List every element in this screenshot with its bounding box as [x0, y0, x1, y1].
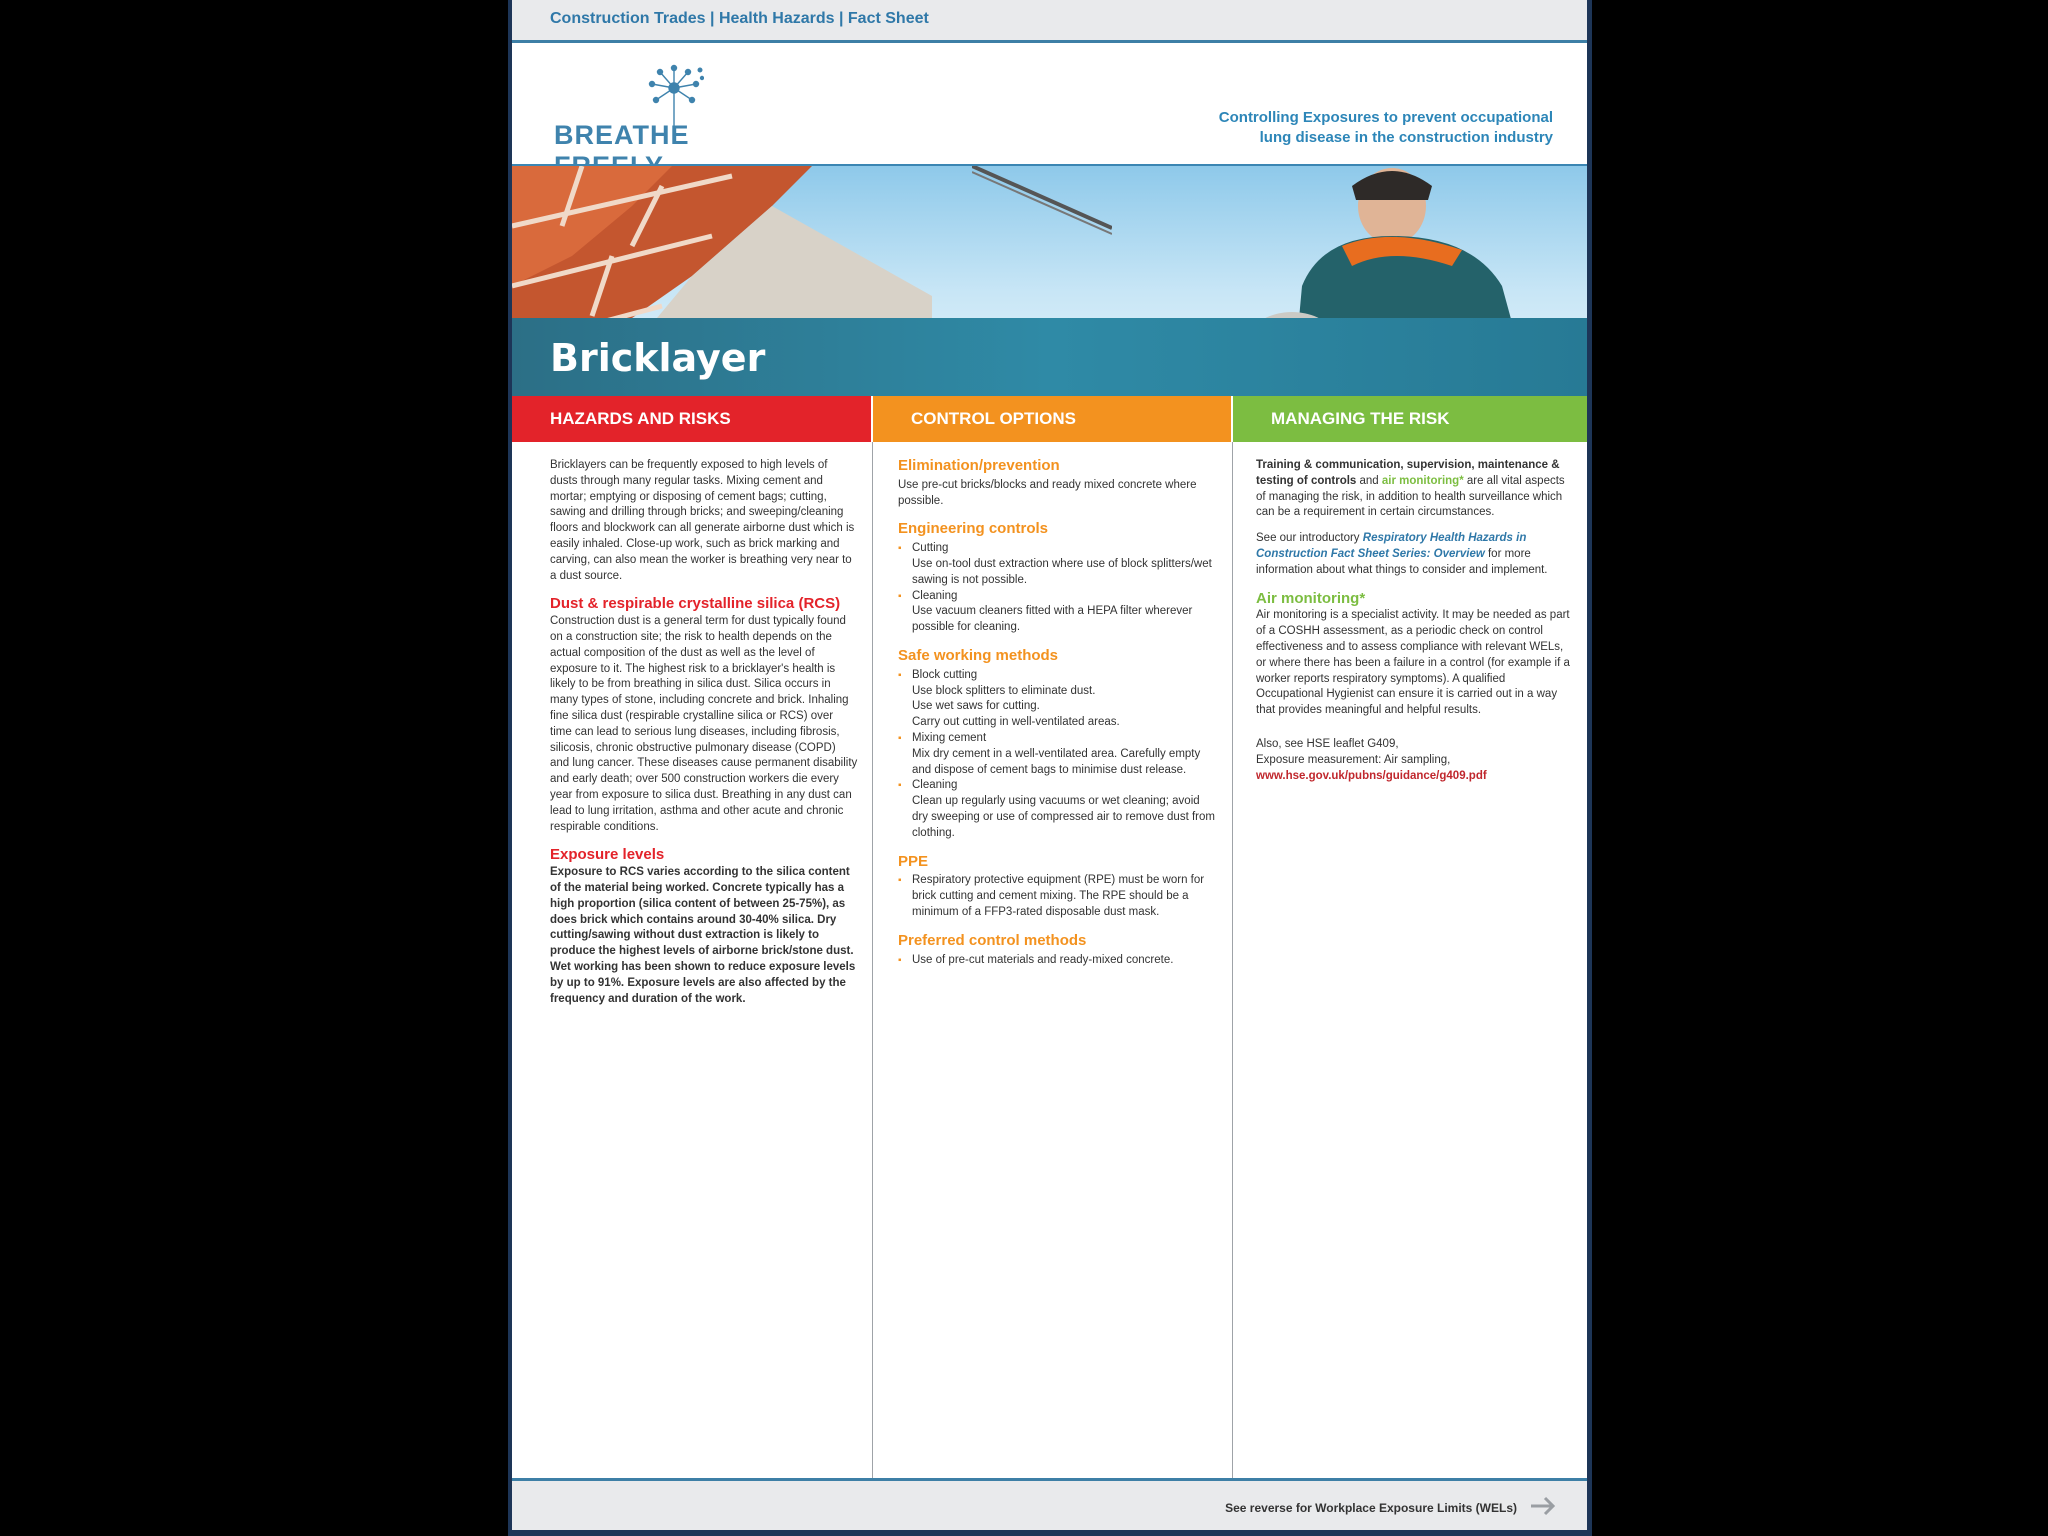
elimination-heading: Elimination/prevention [898, 457, 1060, 474]
hazards-intro: Bricklayers can be frequently exposed to high levels of dusts through many regular tasks. Mixing cement and mortar; emptying or disposing of cement bags; cutting, sawing and drilling through bricks; and sweeping/cleaning floors and blockwork can all generate airborne dust which is easily inhaled. Close-up work, such as brick marking and carving, can also mean the worker is breathing very near to a dust source. [550, 459, 855, 582]
list-item-text: Use wet saws for cutting. [912, 700, 1040, 713]
list-item-text: Use block splitters to eliminate dust. [912, 684, 1096, 697]
air-monitoring-text: Air monitoring is a specialist activity. It may be needed as part of a COSHH assessment, as a periodic check on control effectiveness and to assess compliance with relevant WELs, or where there has been a failure in a control (for example if a worker reports respiratory symptoms). A qualified Occupational Hygienist can ensure it is carried out in a way that provides meaningful and helpful results. [1256, 609, 1570, 717]
list-item-text: Use on-tool dust extraction where use of block splitters/wet sawing is not possible. [912, 557, 1212, 586]
hse-url-link[interactable]: www.hse.gov.uk/pubns/guidance/g409.pdf [1256, 769, 1487, 782]
breathe-freely-logo [542, 60, 772, 160]
logo-wordmark: BREATHE [554, 120, 690, 150]
list-item-text: Carry out cutting in well-ventilated areas. [912, 716, 1120, 729]
exposure-heading: Exposure levels [550, 846, 665, 864]
managing-header: MANAGING THE RISK [1233, 396, 1587, 442]
list-item: ▪ Block cutting [898, 668, 1216, 684]
breadcrumb: Construction Trades | Health Hazards | Fact Sheet [550, 10, 929, 27]
crane-illustration [972, 166, 1112, 236]
safe-working-heading: Safe working methods [898, 646, 1059, 664]
exposure-text: Exposure to RCS varies according to the silica content of the material being worked. Concrete typically has a high proportion (silica content of between 25-75%), as does brick which contains around 30-40% silica. Dry cutting/sawing without dust extraction is likely to produce the highest levels of airborne brick/stone dust. Wet working has been shown to reduce exposure levels by up to 91%. Exposure levels are also affected by the frequency and duration of the work. [550, 866, 856, 1005]
list-item: ▪ Cleaning [898, 778, 1216, 794]
footer-bar [512, 1478, 1587, 1530]
column-divider [872, 442, 873, 1478]
page-title: Bricklayer [550, 336, 766, 380]
ppe-heading: PPE [898, 852, 929, 870]
list-item: ▪ Use of pre-cut materials and ready-mixed concrete. [898, 953, 1216, 969]
list-item: ▪ Cleaning [898, 589, 1216, 605]
leaflet-reference: Also, see HSE leaflet G409, [1256, 737, 1399, 750]
managing-column [1256, 458, 1570, 784]
hero-banner [512, 164, 1587, 396]
control-column [898, 458, 1216, 968]
elimination-text: Use pre-cut bricks/blocks and ready mixed concrete where possible. [898, 478, 1197, 507]
footer-note: See reverse for Workplace Exposure Limits (WELs) [1225, 1501, 1517, 1515]
list-item: ▪ Cutting [898, 541, 1216, 557]
tagline: Controlling Exposures to prevent occupational lung disease in the construction industry [1218, 109, 1553, 146]
list-item-text: Clean up regularly using vacuums or wet cleaning; avoid dry sweeping or use of compressed air to remove dust from clothing. [912, 795, 1215, 839]
list-item-text: Use vacuum cleaners fitted with a HEPA filter wherever possible for cleaning. [912, 605, 1193, 634]
document-page [508, 0, 1592, 1536]
leaflet-title: Exposure measurement: Air sampling, [1256, 753, 1451, 766]
list-item: ▪ Mixing cement [898, 731, 1216, 747]
overview-reference: See our introductory Respiratory Health Hazards in Construction Fact Sheet Series: Overview for more information about what things to consider and implement. [1256, 532, 1548, 576]
hazards-header: HAZARDS AND RISKS [512, 396, 871, 442]
preferred-heading: Preferred control methods [898, 931, 1087, 949]
air-monitoring-heading: Air monitoring* [1256, 589, 1366, 607]
hazards-column [550, 458, 858, 1017]
overview-link[interactable]: Respiratory Health Hazards in Construction Fact Sheet Series: Overview [1256, 532, 1527, 560]
engineering-heading: Engineering controls [898, 520, 1049, 538]
fact-sheet [512, 0, 1587, 1530]
dust-text: Construction dust is a general term for dust typically found on a construction site; the risk to health depends on the actual composition of the dust as well as the level of exposure to it. The highest risk to a bricklayer's health is likely to be from breathing in silica dust. Silica occurs in many types of stone, including concrete and brick. Inhaling fine silica dust (respirable crystalline silica or RCS) over time can lead to serious lung diseases, including fibrosis, silicosis, chronic obstructive pulmonary disease (COPD) and lung cancer. These diseases cause permanent disability and early death; over 500 construction workers die every year from exposure to silica dust. Breathing in any dust can lead to lung irritation, asthma and other acute and chronic respirable conditions. [550, 615, 858, 833]
list-item: ▪ Respiratory protective equipment (RPE) must be worn for brick cutting and cement mixing. The RPE should be a minimum of a FFP3-rated disposable dust mask. [898, 873, 1216, 920]
top-bar [512, 0, 1587, 43]
managing-intro: Training & communication, supervision, maintenance & testing of controls and air monitoring* are all vital aspects of managing the risk, in addition to health surveillance which can be a requirement in certain circumstances. [1256, 459, 1565, 519]
column-divider [1232, 442, 1233, 1478]
arrow-right-icon [1529, 1495, 1557, 1517]
control-header: CONTROL OPTIONS [873, 396, 1231, 442]
dust-heading: Dust & respirable crystalline silica (RCS) [550, 595, 841, 613]
list-item-text: Mix dry cement in a well-ventilated area. Carefully empty and dispose of cement bags to minimise dust release. [912, 747, 1201, 776]
